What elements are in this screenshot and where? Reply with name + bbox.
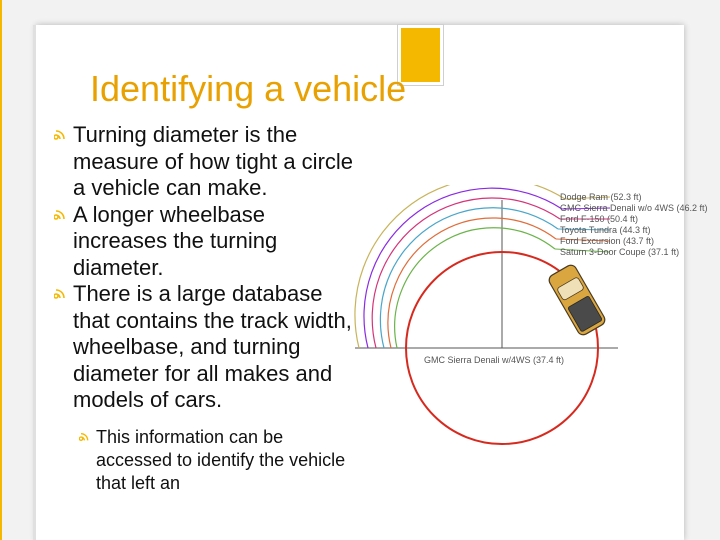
- bullet-list: [52, 122, 362, 495]
- sub-bullet-text: This information can be accessed to identify the vehicle that left an: [96, 426, 346, 493]
- arc-saturn-coupe: [395, 228, 555, 348]
- signal-bullet-icon: [54, 209, 70, 221]
- bullet-item: [52, 202, 362, 282]
- arc-dodge-ram: [355, 185, 565, 348]
- legend-label: Toyota Tundra (44.3 ft): [560, 225, 651, 235]
- arc-ford-excursion: [388, 218, 556, 348]
- legend-label: Dodge Ram (52.3 ft): [560, 192, 642, 202]
- legend-label: Saturn 3-Door Coupe (37.1 ft): [560, 247, 680, 257]
- sub-bullet-item: [52, 426, 362, 495]
- signal-bullet-icon: [79, 432, 93, 442]
- slide-title: Identifying a vehicle: [90, 68, 407, 109]
- signal-bullet-icon: [54, 288, 70, 300]
- legend-label: Ford Excursion (43.7 ft): [560, 236, 655, 246]
- main-circle-label: GMC Sierra Denali w/4WS (37.4 ft): [424, 355, 565, 365]
- left-accent-bar: [0, 0, 2, 540]
- bullet-text: Turning diameter is the measure of how tight a circle a vehicle can make.: [73, 122, 354, 200]
- signal-bullet-icon: [54, 129, 70, 141]
- turning-diameter-diagram: [350, 185, 720, 465]
- legend-label: GMC Sierra Denali w/o 4WS (46.2 ft): [560, 203, 708, 213]
- bullet-item: [52, 122, 362, 202]
- pickup-truck-icon: [547, 263, 607, 337]
- bullet-text: A longer wheelbase increases the turning diameter.: [73, 201, 278, 280]
- bullet-item: [52, 281, 362, 414]
- bullet-text: There is a large database that contains the track width, wheelbase, and turning diameter for all makes and models of cars.: [73, 281, 352, 412]
- legend-label: Ford F-150 (50.4 ft): [560, 214, 639, 224]
